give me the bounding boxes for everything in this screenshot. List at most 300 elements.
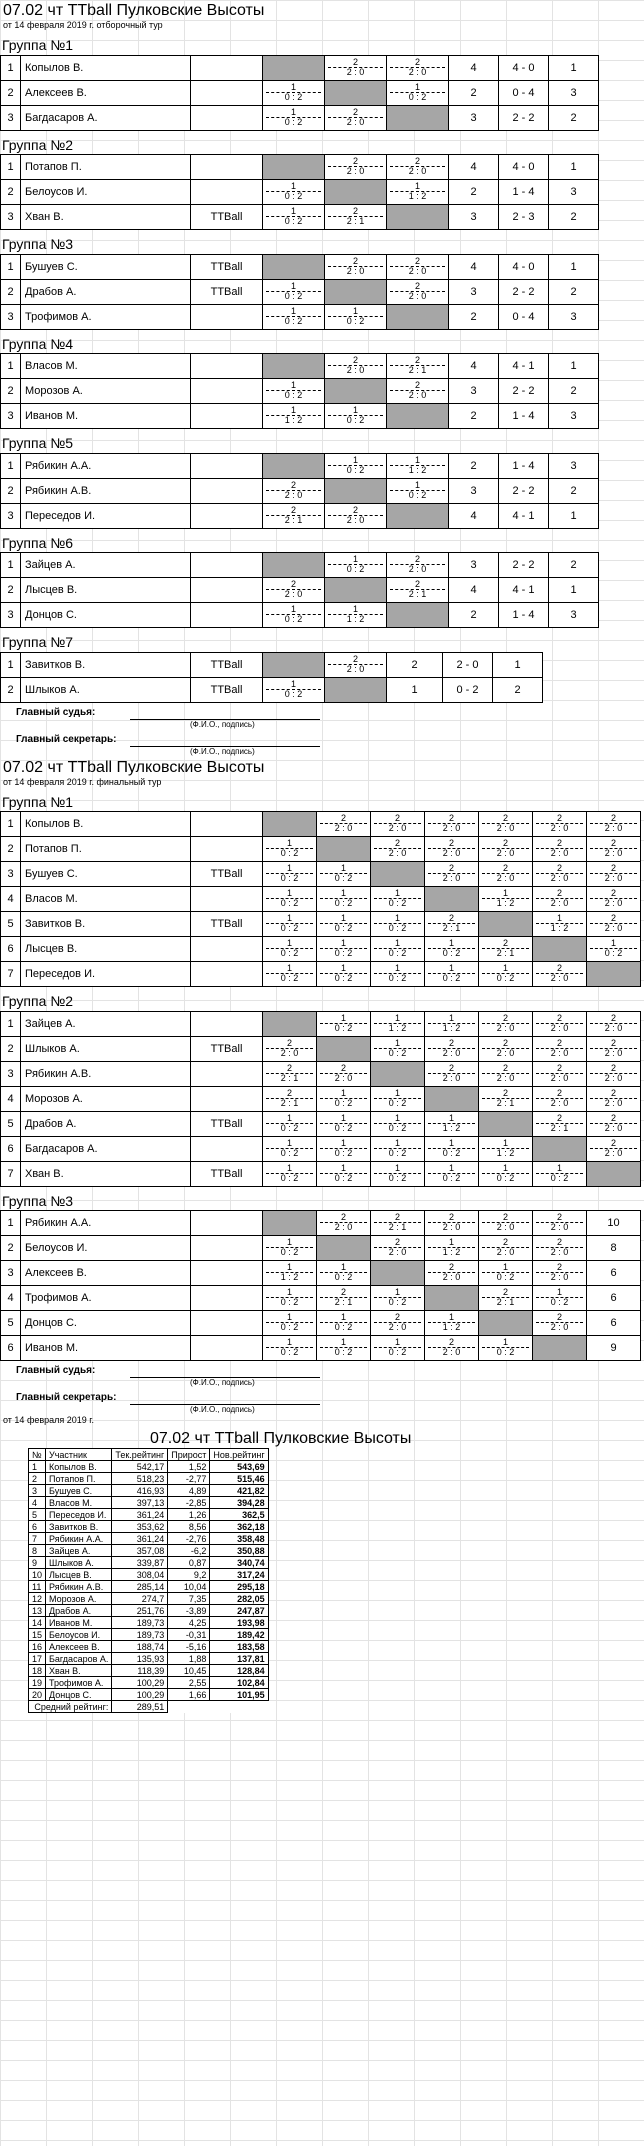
match-result [533, 912, 587, 937]
match-result [325, 304, 387, 329]
result-pts: 4 [449, 55, 499, 80]
match-result [587, 1136, 641, 1161]
score-cell [263, 405, 324, 427]
current-rating: 416,93 [112, 1485, 168, 1497]
match-result [371, 887, 425, 912]
score-points: 1 [286, 1287, 292, 1297]
table-row [1, 155, 599, 180]
score-points: 1 [394, 1287, 400, 1297]
match-result [587, 887, 641, 912]
score-points: 2 [352, 206, 358, 216]
score-sets: 1 : 2 [266, 1272, 313, 1282]
row-number: 5 [1, 912, 21, 937]
score-points: 2 [556, 1012, 562, 1023]
match-result [387, 55, 449, 80]
participant-name: Бушуев С. [21, 862, 191, 887]
score-points: 2 [556, 863, 562, 873]
result-ratio: 1 - 4 [499, 404, 549, 429]
match-result [371, 1311, 425, 1336]
match-result [425, 1011, 479, 1036]
delta: -5,16 [168, 1641, 210, 1653]
match-result [479, 1011, 533, 1036]
match-result [533, 1086, 587, 1111]
score-points: 2 [556, 1212, 562, 1222]
score-sets: 2 : 0 [320, 823, 367, 833]
result-place: 1 [549, 503, 599, 528]
match-result [425, 1211, 479, 1236]
score-cell [587, 1088, 640, 1110]
match-result [317, 1211, 371, 1236]
score-points: 1 [394, 1037, 400, 1048]
table-row [1, 453, 599, 478]
score-cell [317, 1287, 370, 1309]
match-result [479, 1086, 533, 1111]
team-name: TTBall [191, 205, 263, 230]
score-cell [317, 1013, 370, 1035]
new-rating: 189,42 [210, 1629, 268, 1641]
team-name: TTBall [191, 862, 263, 887]
score-cell [533, 1013, 586, 1035]
score-points: 2 [352, 653, 358, 664]
score-sets: 2 : 1 [428, 923, 475, 933]
table-row [1, 677, 543, 702]
group-title: Группа №2 [2, 136, 74, 153]
match-result [425, 1111, 479, 1136]
table-row [29, 1533, 269, 1545]
result-pts: 2 [449, 80, 499, 105]
qual-subtitle: от 14 февраля 2019 г. отборочный тур [3, 20, 163, 30]
score-sets: 0 : 2 [266, 614, 321, 624]
score-points: 1 [286, 938, 292, 948]
table-row [1, 80, 599, 105]
match-result [317, 1236, 371, 1261]
match-result [425, 1161, 479, 1186]
score-cell [317, 1262, 370, 1284]
match-result [425, 862, 479, 887]
score-cell [371, 1113, 424, 1135]
current-rating: 361,24 [112, 1533, 168, 1545]
new-rating: 350,88 [210, 1545, 268, 1557]
delta: 1,52 [168, 1461, 210, 1473]
row-number: 2 [1, 180, 21, 205]
participant: Белоусов И. [46, 1629, 112, 1641]
participant: Багдасаров А. [46, 1653, 112, 1665]
score-points: 1 [286, 1112, 292, 1123]
score-sets: 2 : 0 [374, 848, 421, 858]
match-result [587, 1061, 641, 1086]
result-place: 1 [493, 652, 543, 677]
score-cell [587, 938, 640, 960]
score-cell [325, 554, 386, 576]
score-sets: 0 : 2 [266, 1123, 313, 1133]
score-cell [263, 579, 324, 601]
participant-name: Алексеев В. [21, 80, 191, 105]
match-result [533, 862, 587, 887]
score-cell [325, 256, 386, 278]
score-cell [387, 380, 448, 402]
score-cell [425, 1312, 478, 1334]
score-cell [371, 1038, 424, 1060]
match-result [479, 1311, 533, 1336]
rank: 8 [29, 1545, 46, 1557]
match-result [371, 1261, 425, 1286]
score-cell [263, 1088, 316, 1110]
match-result [371, 837, 425, 862]
score-sets: 2 : 0 [590, 1073, 637, 1083]
score-sets: 0 : 2 [590, 948, 637, 958]
score-sets: 1 : 2 [374, 1023, 421, 1033]
participant-name: Рябикин А.А. [21, 1211, 191, 1236]
match-result [325, 379, 387, 404]
table-row [1, 503, 599, 528]
team-name [191, 1336, 263, 1361]
participant: Рябикин А.А. [46, 1533, 112, 1545]
chief-secretary-label: Главный секретарь: [16, 733, 117, 745]
match-result [325, 180, 387, 205]
result-pts: 4 [449, 155, 499, 180]
participant-name: Власов М. [21, 887, 191, 912]
score-cell [263, 1287, 316, 1309]
rank: 20 [29, 1689, 46, 1701]
match-result [263, 503, 325, 528]
score-sets: 0 : 2 [266, 689, 321, 699]
score-cell [533, 1088, 586, 1110]
score-points: 1 [352, 305, 358, 316]
score-sets: 0 : 2 [320, 1272, 367, 1282]
score-points: 2 [352, 56, 358, 67]
score-points: 1 [414, 81, 420, 92]
match-result [479, 1286, 533, 1311]
score-points: 1 [340, 888, 346, 898]
match-result [533, 1136, 587, 1161]
score-cell [263, 1312, 316, 1334]
score-points: 1 [340, 1337, 346, 1347]
score-cell [479, 1063, 532, 1085]
score-cell [371, 963, 424, 985]
score-cell [263, 938, 316, 960]
new-rating: 102,84 [210, 1677, 268, 1689]
table-row [1, 578, 599, 603]
score-sets: 0 : 2 [320, 923, 367, 933]
score-sets: 2 : 0 [328, 266, 383, 276]
score-sets: 0 : 2 [374, 1098, 421, 1108]
match-result [317, 937, 371, 962]
score-cell [325, 405, 386, 427]
participant-name: Алексеев В. [21, 1261, 191, 1286]
participant: Хван В. [46, 1665, 112, 1677]
match-result [325, 578, 387, 603]
score-cell [425, 1113, 478, 1135]
match-result [479, 1336, 533, 1361]
score-cell [387, 480, 448, 502]
result-place: 1 [549, 254, 599, 279]
result-pts: 8 [587, 1236, 641, 1261]
match-result [587, 962, 641, 987]
participant-name: Иванов М. [21, 1336, 191, 1361]
score-points: 2 [502, 1037, 508, 1048]
score-cell [387, 82, 448, 104]
score-cell [425, 1212, 478, 1234]
score-cell [371, 1337, 424, 1359]
score-sets: 0 : 2 [374, 1173, 421, 1183]
match-result [479, 1261, 533, 1286]
score-points: 1 [286, 913, 292, 923]
participant: Завитков В. [46, 1521, 112, 1533]
score-sets: 0 : 2 [266, 1322, 313, 1332]
score-points: 1 [414, 454, 420, 465]
match-result [371, 1136, 425, 1161]
match-result [587, 912, 641, 937]
match-result [387, 553, 449, 578]
new-rating: 543,69 [210, 1461, 268, 1473]
score-sets: 0 : 2 [320, 948, 367, 958]
score-cell [587, 813, 640, 835]
participant-name: Зайцев А. [21, 553, 191, 578]
match-result [263, 279, 325, 304]
score-sets: 1 : 2 [390, 465, 445, 475]
score-sets: 2 : 0 [590, 1023, 637, 1033]
score-points: 1 [286, 1162, 292, 1173]
delta: 1,66 [168, 1689, 210, 1701]
result-ratio: 0 - 2 [443, 677, 493, 702]
result-ratio: 2 - 3 [499, 205, 549, 230]
match-result [479, 887, 533, 912]
match-result [371, 1061, 425, 1086]
result-pts: 4 [449, 578, 499, 603]
table-row [1, 652, 543, 677]
match-result [371, 812, 425, 837]
match-result [533, 1061, 587, 1086]
score-cell [371, 1237, 424, 1259]
match-result [325, 453, 387, 478]
score-points: 2 [556, 813, 562, 823]
score-sets: 2 : 0 [390, 266, 445, 276]
match-result [325, 503, 387, 528]
row-number: 1 [1, 55, 21, 80]
row-number: 4 [1, 1286, 21, 1311]
row-number: 3 [1, 1061, 21, 1086]
match-result [533, 937, 587, 962]
score-sets: 2 : 0 [590, 873, 637, 883]
table-row [1, 1011, 641, 1036]
chief-secretary-label: Главный секретарь: [16, 1392, 117, 1403]
score-sets: 0 : 2 [266, 390, 321, 400]
team-name [191, 503, 263, 528]
result-pts: 3 [449, 478, 499, 503]
score-points: 2 [448, 1337, 454, 1347]
current-rating: 339,87 [112, 1557, 168, 1569]
table-row [29, 1461, 269, 1473]
group-table [0, 155, 599, 231]
rank: 14 [29, 1617, 46, 1629]
row-number: 4 [1, 1086, 21, 1111]
score-cell [317, 1063, 370, 1085]
match-result [387, 603, 449, 628]
group-title: Группа №3 [2, 1192, 74, 1209]
score-cell [317, 888, 370, 910]
match-result [387, 279, 449, 304]
match-result [479, 1136, 533, 1161]
score-cell [263, 1337, 316, 1359]
score-sets: 2 : 1 [482, 1098, 529, 1108]
score-points: 1 [286, 963, 292, 973]
score-cell [263, 1038, 316, 1060]
score-points: 2 [290, 579, 296, 589]
team-name [191, 553, 263, 578]
signature-hint: (Ф.И.О., подпись) [190, 1405, 255, 1414]
score-cell [533, 1063, 586, 1085]
team-name: TTBall [191, 1161, 263, 1186]
match-result [387, 205, 449, 230]
score-points: 1 [414, 479, 420, 490]
row-number: 1 [1, 354, 21, 379]
score-sets: 2 : 0 [590, 1148, 637, 1158]
participant-name: Трофимов А. [21, 1286, 191, 1311]
score-sets: 2 : 0 [536, 1247, 583, 1257]
team-name [191, 155, 263, 180]
rank: 2 [29, 1473, 46, 1485]
team-name [191, 354, 263, 379]
new-rating: 101,95 [210, 1689, 268, 1701]
match-result [263, 677, 325, 702]
score-points: 2 [394, 1212, 400, 1222]
participant-name: Потапов П. [21, 155, 191, 180]
participant-name: Белоусов И. [21, 180, 191, 205]
table-row [1, 837, 641, 862]
score-points: 2 [556, 1062, 562, 1073]
row-number: 5 [1, 1311, 21, 1336]
row-number: 1 [1, 812, 21, 837]
score-points: 2 [502, 813, 508, 823]
score-points: 1 [290, 106, 296, 117]
score-sets: 0 : 2 [482, 1347, 529, 1357]
team-name: TTBall [191, 677, 263, 702]
score-points: 2 [414, 355, 420, 365]
match-result [371, 962, 425, 987]
match-result [263, 603, 325, 628]
score-sets: 0 : 2 [266, 316, 321, 326]
match-result [263, 1261, 317, 1286]
score-points: 1 [340, 1087, 346, 1098]
match-result [479, 862, 533, 887]
match-result [263, 652, 325, 677]
score-sets: 0 : 2 [266, 1247, 313, 1257]
participant-name: Потапов П. [21, 837, 191, 862]
score-sets: 2 : 0 [590, 1048, 637, 1058]
rank: 19 [29, 1677, 46, 1689]
score-points: 2 [352, 355, 358, 365]
score-cell [371, 1088, 424, 1110]
score-points: 1 [290, 181, 296, 191]
score-cell [425, 1337, 478, 1359]
row-number: 2 [1, 1036, 21, 1061]
current-rating: 397,13 [112, 1497, 168, 1509]
row-number: 3 [1, 603, 21, 628]
match-result [263, 578, 325, 603]
score-cell [317, 913, 370, 935]
score-points: 1 [394, 1337, 400, 1347]
match-result [371, 912, 425, 937]
score-points: 1 [556, 913, 562, 923]
table-row [29, 1485, 269, 1497]
result-place: 2 [549, 553, 599, 578]
qual-title: 07.02 чт TTball Пулковские Высоты [3, 2, 265, 19]
row-number: 1 [1, 254, 21, 279]
score-cell [263, 181, 324, 203]
result-place: 2 [549, 205, 599, 230]
participant-name: Переседов И. [21, 503, 191, 528]
score-cell [263, 306, 324, 328]
current-rating: 251,76 [112, 1605, 168, 1617]
result-pts: 4 [449, 503, 499, 528]
rating-table [28, 1448, 269, 1713]
match-result [479, 1061, 533, 1086]
rank: 4 [29, 1497, 46, 1509]
table-row [1, 478, 599, 503]
score-cell [263, 838, 316, 860]
table-row [29, 1617, 269, 1629]
table-row [1, 937, 641, 962]
row-number: 2 [1, 379, 21, 404]
score-cell [317, 1113, 370, 1135]
match-result [263, 155, 325, 180]
final-subtitle: от 14 февраля 2019 г. финальный тур [3, 776, 162, 787]
score-points: 2 [502, 863, 508, 873]
score-sets: 0 : 2 [536, 1297, 583, 1307]
score-sets: 1 : 2 [536, 923, 583, 933]
participant-name: Завитков В. [21, 912, 191, 937]
table-row [29, 1593, 269, 1605]
score-points: 2 [448, 913, 454, 923]
score-sets: 0 : 2 [374, 898, 421, 908]
team-name [191, 453, 263, 478]
score-cell [263, 206, 324, 228]
score-sets: 2 : 0 [536, 1098, 583, 1108]
score-sets: 0 : 2 [266, 1297, 313, 1307]
row-number: 1 [1, 1211, 21, 1236]
table-row [1, 1061, 641, 1086]
score-points: 2 [290, 479, 296, 490]
match-result [263, 304, 325, 329]
score-sets: 2 : 0 [590, 823, 637, 833]
new-rating: 362,5 [210, 1509, 268, 1521]
rank: 13 [29, 1605, 46, 1617]
group-title: Группа №4 [2, 335, 74, 352]
row-number: 3 [1, 503, 21, 528]
match-result [263, 55, 325, 80]
new-rating: 247,87 [210, 1605, 268, 1617]
score-sets: 2 : 0 [428, 873, 475, 883]
result-pts: 1 [387, 677, 443, 702]
delta: -2,76 [168, 1533, 210, 1545]
score-sets: 2 : 0 [428, 1048, 475, 1058]
score-sets: 1 : 2 [266, 415, 321, 425]
team-name [191, 1211, 263, 1236]
score-sets: 2 : 0 [536, 1023, 583, 1033]
score-points: 2 [502, 1287, 508, 1297]
score-points: 2 [414, 579, 420, 589]
participant-name: Рябикин А.В. [21, 1061, 191, 1086]
score-cell [317, 963, 370, 985]
score-cell [479, 838, 532, 860]
score-cell [263, 963, 316, 985]
match-result [425, 1286, 479, 1311]
team-name [191, 937, 263, 962]
match-result [425, 812, 479, 837]
result-pts: 6 [587, 1311, 641, 1336]
row-number: 2 [1, 279, 21, 304]
score-sets: 0 : 2 [266, 973, 313, 983]
